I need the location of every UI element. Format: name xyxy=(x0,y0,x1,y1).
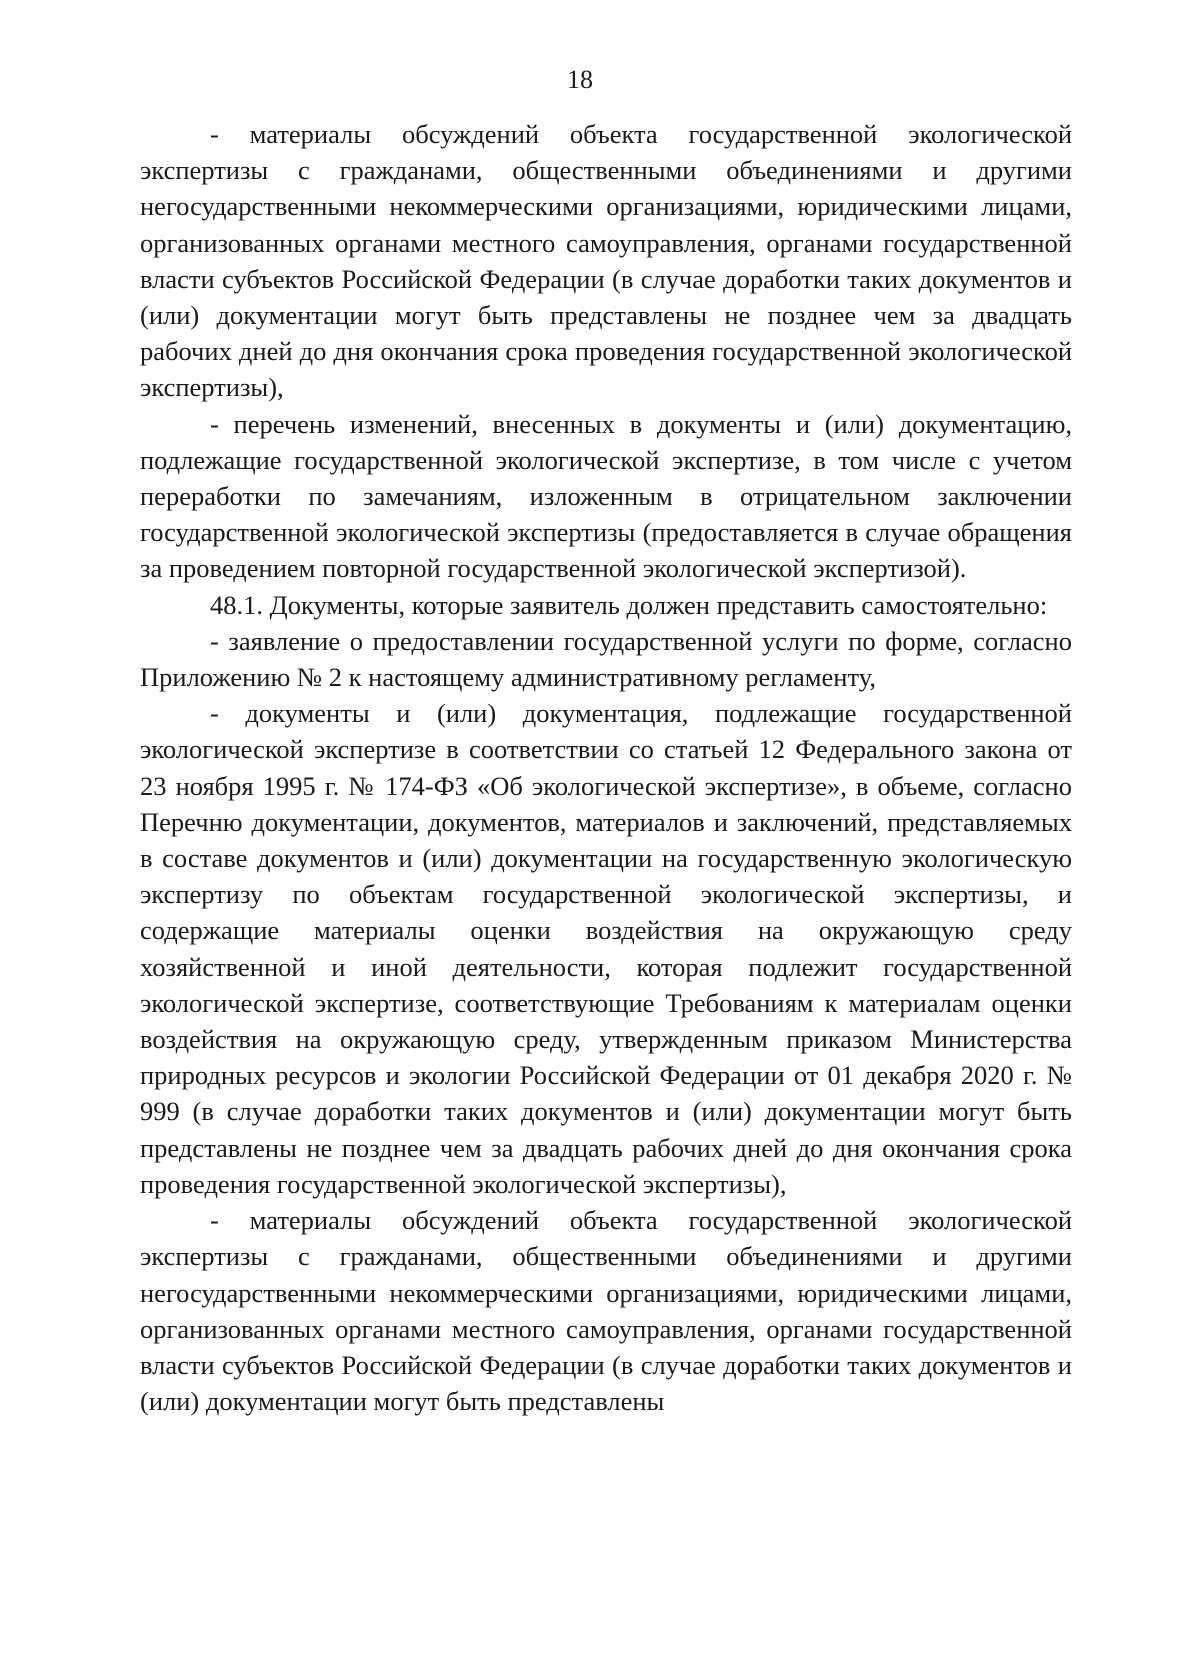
paragraph-section-48-1: 48.1. Документы, которые заявитель должен представить самостоятельно: xyxy=(210,589,1048,620)
paragraph-documentation: - документы и (или) документация, подлежащие государственной экологической экспертизе в соответствии со статьей 12 Федерального закона от 23 ноября 1995 г. № 174-ФЗ «Об экологической экспертизе», в объеме, согласно Перечню документации, документов, материалов и заключений, представляемых в составе документов и (или) документации на государственную экологическую экспертизу по объектам государственной экологической экспертизы, и содержащие материалы оценки воздействия на окружающую среду хозяйственной и иной деятельности, которая подлежит государственной экологической экспертизе, соответствующие Требованиям к материалам оценки воздействия на окружающую среду, утвержденным приказом Министерства природных ресурсов и экологии Российской Федерации от 01 декабря 2020 г. № 999 (в случае доработки таких документов и (или) документации могут быть представлены не позднее чем за двадцать рабочих дней до дня окончания срока проведения государственной экологической экспертизы), xyxy=(140,698,1072,1199)
paragraph-application: - заявление о предоставлении государственной услуги по форме, согласно Приложению № 2 к настоящему административному регламенту, xyxy=(140,625,1072,693)
paragraph-list-of-changes: - перечень изменений, внесенных в документы и (или) документацию, подлежащие государственной экологической экспертизе, в том числе с учетом переработки по замечаниям, изложенным в отрицательном заключении государственной экологической экспертизы (предоставляется в случае обращения за проведением повторной государственной экологической экспертизой). xyxy=(140,408,1072,584)
paragraph-discussion-materials-repeat: - материалы обсуждений объекта государственной экологической экспертизы с гражданами, общественными объединениями и другими негосударственными некоммерческими организациями, юридическими лицами, организованных органами местного самоуправления, органами государственной власти субъектов Российской Федерации (в случае доработки таких документов и (или) документации могут быть представлены xyxy=(140,1205,1072,1417)
paragraph-discussion-materials: - материалы обсуждений объекта государственной экологической экспертизы с гражданами, общественными объединениями и другими негосударственными некоммерческими организациями, юридическими лицами, организованных органами местного самоуправления, органами государственной власти субъектов Российской Федерации (в случае доработки таких документов и (или) документации могут быть представлены не позднее чем за двадцать рабочих дней до дня окончания срока проведения государственной экологической экспертизы), xyxy=(140,119,1072,403)
page-number: 18 xyxy=(567,65,593,94)
document-body xyxy=(140,116,1072,1419)
